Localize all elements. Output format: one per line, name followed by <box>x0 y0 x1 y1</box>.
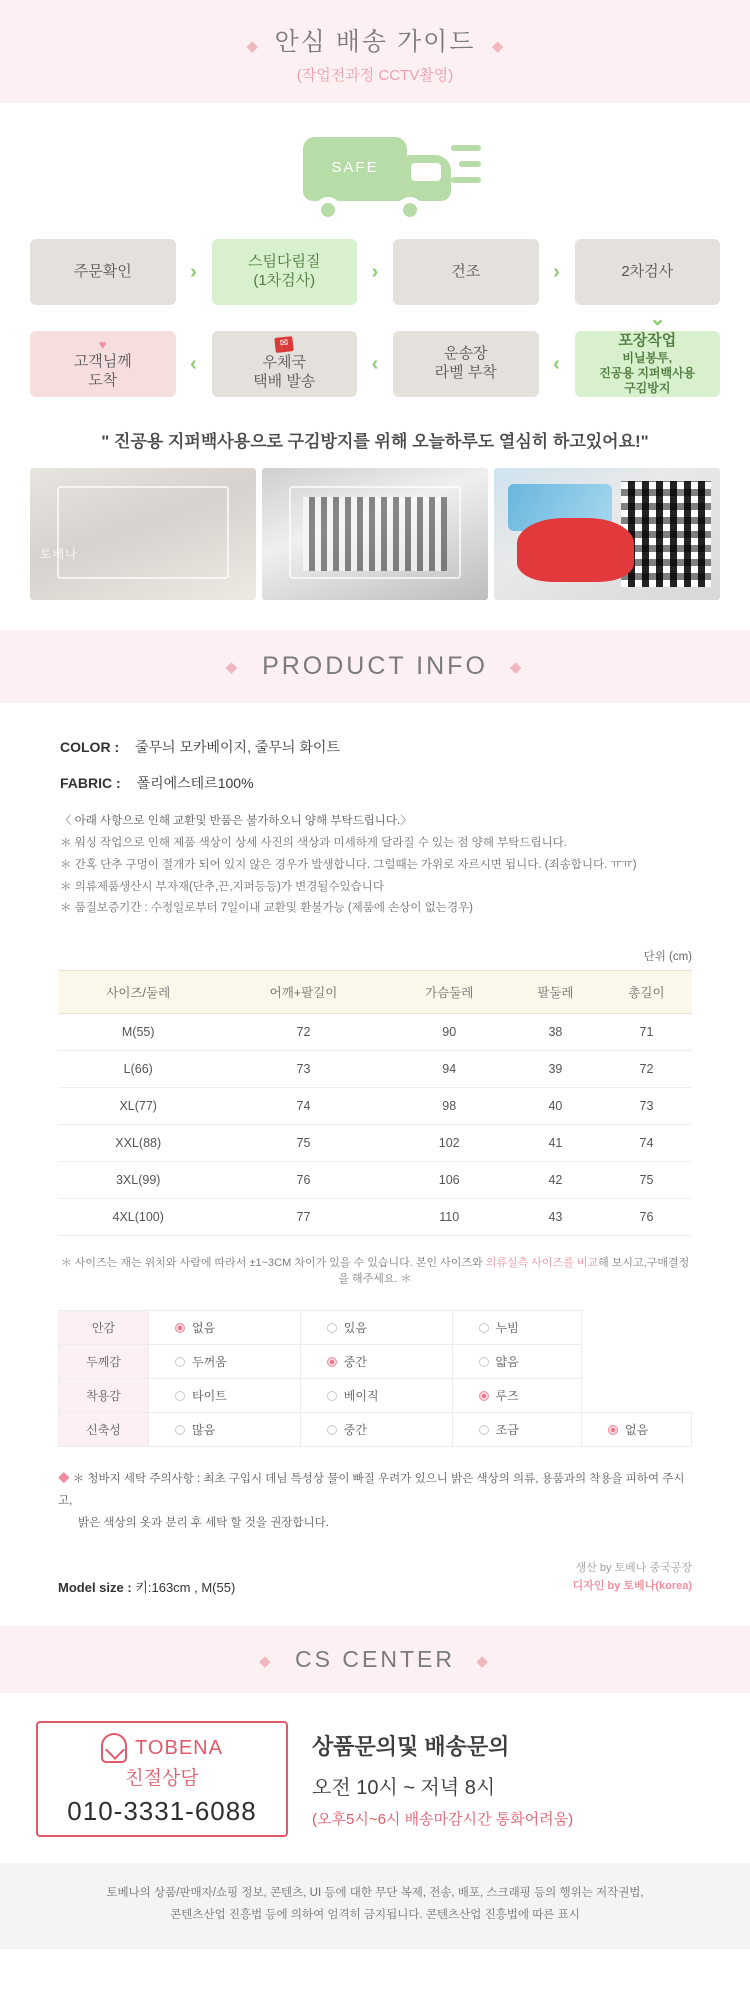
shipping-flow <box>0 239 750 403</box>
color-value: 줄무늬 모카베이지, 줄무늬 화이트 <box>135 739 340 755</box>
notice-line: ＊ 워싱 작업으로 인해 제품 색상이 상세 사진의 색상과 미세하게 달라질 수 있는 점 양해 부탁드립니다. <box>60 836 567 849</box>
choice-label: 조금 <box>495 1423 519 1438</box>
product-info-block <box>0 703 750 920</box>
cell-shoulder: 76 <box>218 1162 388 1199</box>
flow-row-2 <box>30 331 720 397</box>
size-note-post: 해 보시고,구매결정을 해주세요. ＊ <box>338 1257 690 1286</box>
table-header-row <box>58 971 692 1014</box>
cs-center-band <box>0 1626 750 1693</box>
cell-arm: 39 <box>510 1051 601 1088</box>
product-info-band <box>0 630 750 703</box>
flow-step-label-attach: 운송장 라벨 부착 <box>393 331 539 397</box>
truck-safe-label: SAFE <box>331 159 379 176</box>
arrow-right-icon: › <box>371 260 379 283</box>
diamond-icon: ◆ <box>491 37 504 55</box>
cell-shoulder: 73 <box>218 1051 388 1088</box>
footer-line-1: 토베나의 상품/판매자/쇼핑 정보, 콘텐츠, UI 등에 대한 무단 복제, 전송, 배포, 스크래핑 등의 행위는 저작권법, <box>106 1887 644 1900</box>
attribute-choice[interactable] <box>452 1311 581 1345</box>
attribute-choice[interactable] <box>149 1311 301 1345</box>
cell-size: XXL(88) <box>58 1125 218 1162</box>
attribute-choice[interactable] <box>452 1345 581 1379</box>
size-unit-label: 단위 (cm) <box>643 951 692 964</box>
speed-line-icon <box>459 161 481 167</box>
notice-line: ＊ 간혹 단추 구멍이 절개가 되어 있지 않은 경우가 발생합니다. 그럴때는 가위로 자르시면 됩니다. (죄송합니다. ㅠㅠ) <box>60 858 637 871</box>
wash-care-note <box>58 1469 692 1535</box>
attribute-row-thickness <box>59 1345 692 1379</box>
radio-icon[interactable] <box>479 1391 489 1401</box>
cs-hours: 오전 10시 ~ 저녁 8시 <box>312 1776 496 1799</box>
cell-length: 75 <box>601 1162 692 1199</box>
cell-length: 72 <box>601 1051 692 1088</box>
cell-chest: 102 <box>389 1125 510 1162</box>
cell-size: M(55) <box>58 1014 218 1051</box>
notice-line: ＊ 품질보증기간 : 수정일로부터 7일이내 교환및 환불가능 (제품에 손상이 없는경우) <box>60 902 473 915</box>
arrow-down-icon: ⌄ <box>649 307 666 330</box>
flow-step-delivered: ♥ 고객님께 도착 <box>30 331 176 397</box>
red-item-icon <box>517 518 635 581</box>
col-size: 사이즈/둘레 <box>58 971 218 1014</box>
cell-chest: 90 <box>389 1014 510 1051</box>
radio-icon[interactable] <box>175 1391 185 1401</box>
production-line: 생산 by 토베나 중국공장 <box>575 1561 692 1574</box>
radio-icon[interactable] <box>175 1323 185 1333</box>
choice-label: 있음 <box>343 1321 367 1336</box>
model-and-origin-row <box>58 1559 692 1626</box>
flow-step-second-check: 2차검사 <box>575 239 721 305</box>
flow-step-order-confirm: 주문확인 <box>30 239 176 305</box>
col-length: 총길이 <box>601 971 692 1014</box>
packaging-photo-strip <box>0 468 750 630</box>
cs-hours-note: (오후5시~6시 배송마감시간 통화어려움) <box>312 1810 574 1828</box>
table-row <box>58 1051 692 1088</box>
choice-label: 베이직 <box>343 1389 379 1404</box>
wash-line-1: ◆ ＊ 청바지 세탁 주의사항 : 최초 구입시 데님 특성상 물이 빠질 우려가 있으니 밝은 색상의 의류, 용품과의 착용을 피하여 주시고, <box>58 1473 685 1508</box>
choice-label: 중간 <box>343 1355 367 1370</box>
attribute-label: 착용감 <box>59 1379 149 1413</box>
spacer-cell <box>582 1345 692 1379</box>
notice-line: 〈 아래 사항으로 인해 교환및 반품은 불가하오니 양해 부탁드립니다.〉 <box>60 815 412 827</box>
product-notice-list <box>60 811 690 920</box>
fabric-value: 폴리에스테르100% <box>136 775 254 791</box>
attribute-choice[interactable] <box>300 1311 452 1345</box>
size-note-highlight: 의류실측 사이즈를 비교 <box>485 1257 599 1270</box>
footer-line-2: 콘텐츠산업 진흥법 등에 의하여 엄격히 금지됩니다. 콘텐츠산업 진흥법에 따른 표시 <box>170 1908 580 1921</box>
color-row <box>60 737 690 757</box>
cs-contact-card <box>36 1721 288 1837</box>
col-chest: 가슴둘레 <box>389 971 510 1014</box>
cell-size: 3XL(99) <box>58 1162 218 1199</box>
cell-length: 74 <box>601 1125 692 1162</box>
truck-illustration <box>0 103 750 239</box>
brand-name: TOBENA <box>135 1737 223 1760</box>
table-row <box>58 1014 692 1051</box>
heart-icon: ♥ <box>98 336 107 352</box>
attribute-choice[interactable] <box>300 1345 452 1379</box>
attribute-choice[interactable] <box>452 1379 581 1413</box>
radio-icon[interactable] <box>327 1357 337 1367</box>
cs-center-title: CS CENTER <box>295 1646 455 1673</box>
brand-block <box>38 1733 286 1763</box>
speed-line-icon <box>451 145 481 151</box>
attribute-choice[interactable] <box>300 1413 452 1447</box>
table-row <box>58 1088 692 1125</box>
cell-size: 4XL(100) <box>58 1199 218 1236</box>
cs-inquiry-title: 상품문의및 배송문의 <box>312 1733 510 1759</box>
choice-label: 없음 <box>625 1423 649 1438</box>
stamp-icon: ✉ <box>274 336 294 352</box>
wash-line-2: 밝은 색상의 옷과 분리 후 세탁 할 것을 권장합니다. <box>78 1516 329 1529</box>
choice-label: 누빔 <box>495 1321 519 1336</box>
attribute-choice[interactable] <box>149 1379 301 1413</box>
product-info-title: PRODUCT INFO <box>262 652 488 680</box>
truck-window-icon <box>411 163 441 181</box>
attribute-choice[interactable] <box>300 1379 452 1413</box>
shipping-guide-header <box>0 0 750 103</box>
attribute-choice[interactable] <box>452 1413 581 1447</box>
flow-step-steam-iron: 스팀다림질 (1차검사) <box>212 239 358 305</box>
flow-row-1 <box>30 239 720 305</box>
cell-shoulder: 74 <box>218 1088 388 1125</box>
attribute-row-stretch <box>59 1413 692 1447</box>
cell-shoulder: 77 <box>218 1199 388 1236</box>
notice-line: ＊ 의류제품생산시 부자재(단추,끈,지퍼등등)가 변경될수있습니다 <box>60 880 384 893</box>
bag-outline-icon <box>289 486 461 578</box>
fabric-label: FABRIC : <box>60 775 121 791</box>
arrow-left-icon: ‹ <box>371 352 379 375</box>
cell-size: L(66) <box>58 1051 218 1088</box>
radio-icon[interactable] <box>479 1323 489 1333</box>
color-label: COLOR : <box>60 739 120 755</box>
fabric-row <box>60 773 690 793</box>
cell-arm: 41 <box>510 1125 601 1162</box>
arrow-right-icon: › <box>553 260 560 283</box>
choice-label: 두꺼움 <box>192 1355 227 1370</box>
bullet-icon: ◆ <box>58 1473 70 1486</box>
truck-wheel-icon <box>397 197 423 223</box>
choice-label: 없음 <box>192 1321 216 1336</box>
diamond-icon: ◆ <box>509 659 525 677</box>
arrow-left-icon: ‹ <box>190 352 197 375</box>
attribute-choice[interactable] <box>582 1413 692 1447</box>
diamond-icon: ◆ <box>259 1653 274 1671</box>
choice-label: 얇음 <box>495 1355 519 1370</box>
choice-label: 루즈 <box>495 1389 519 1404</box>
cell-length: 76 <box>601 1199 692 1236</box>
attribute-choice[interactable] <box>149 1413 301 1447</box>
radio-icon[interactable] <box>479 1357 489 1367</box>
shipping-guide-subtitle: (작업전과정 CCTV촬영) <box>296 67 454 84</box>
cell-arm: 40 <box>510 1088 601 1125</box>
cell-arm: 38 <box>510 1014 601 1051</box>
cell-arm: 43 <box>510 1199 601 1236</box>
attribute-label: 두께감 <box>59 1345 149 1379</box>
arrow-left-icon: ‹ <box>553 352 560 375</box>
radio-icon[interactable] <box>479 1425 489 1435</box>
diamond-icon: ◆ <box>476 1653 491 1671</box>
choice-label: 중간 <box>343 1423 367 1438</box>
flow-step-packaging: 포장작업 비닐봉투, 진공용 지퍼백사용 구김방지 <box>575 331 721 397</box>
table-row <box>58 1162 692 1199</box>
size-table <box>58 970 692 1236</box>
tobena-logo-icon <box>101 1733 127 1763</box>
table-row <box>58 1125 692 1162</box>
radio-icon[interactable] <box>608 1425 618 1435</box>
cell-length: 71 <box>601 1014 692 1051</box>
model-size-value: 키:163cm , M(55) <box>135 1580 236 1596</box>
table-row <box>58 1199 692 1236</box>
checkered-item-icon <box>621 481 711 587</box>
cell-chest: 98 <box>389 1088 510 1125</box>
col-arm: 팔둘레 <box>510 971 601 1014</box>
spacer-cell <box>582 1311 692 1345</box>
brand-subtitle: 친절상담 <box>125 1768 199 1790</box>
truck-wheel-icon <box>315 197 341 223</box>
radio-icon[interactable] <box>175 1357 185 1367</box>
photo-zipper-bag <box>30 468 256 600</box>
cell-length: 73 <box>601 1088 692 1125</box>
photo-watermark: 토베나 <box>40 547 78 561</box>
size-note-pre: ＊ 사이즈는 재는 위치와 사람에 따라서 ±1~3CM 차이가 있을 수 있습니다. 본인 사이즈와 <box>60 1257 486 1270</box>
diamond-icon: ◆ <box>225 659 241 677</box>
cs-center-body <box>0 1693 750 1863</box>
speed-line-icon <box>451 177 481 183</box>
shipping-guide-title: ◆ 안심 배송 가이드 ◆ <box>0 22 750 58</box>
bag-outline-icon <box>57 486 229 578</box>
radio-icon[interactable] <box>327 1323 337 1333</box>
attribute-label: 신축성 <box>59 1413 149 1447</box>
arrow-right-icon: › <box>190 260 197 283</box>
flow-step-dry: 건조 <box>393 239 539 305</box>
attribute-table <box>58 1310 692 1447</box>
radio-icon[interactable] <box>175 1425 185 1435</box>
attribute-label: 안감 <box>59 1311 149 1345</box>
cell-arm: 42 <box>510 1162 601 1199</box>
photo-folded-clothes <box>262 468 488 600</box>
attribute-choice[interactable] <box>149 1345 301 1379</box>
model-size-label: Model size : <box>58 1580 132 1596</box>
col-shoulder-sleeve: 어깨+팔길이 <box>218 971 388 1014</box>
cell-shoulder: 72 <box>218 1014 388 1051</box>
choice-label: 타이트 <box>192 1389 227 1404</box>
cell-size: XL(77) <box>58 1088 218 1125</box>
design-line: 디자인 by 토베나(korea) <box>572 1580 692 1593</box>
phone-number[interactable]: 010-3331-6088 <box>67 1796 257 1827</box>
diamond-icon: ◆ <box>246 37 259 55</box>
photo-packed-items <box>494 468 720 600</box>
radio-icon[interactable] <box>327 1425 337 1435</box>
origin-info <box>573 1559 692 1596</box>
attribute-row-fit <box>59 1379 692 1413</box>
packaging-quote: " 진공용 지퍼백사용으로 구김방지를 위해 오늘하루도 열심히 하고있어요!" <box>101 432 649 451</box>
copyright-footer <box>0 1863 750 1949</box>
cell-chest: 106 <box>389 1162 510 1199</box>
size-note <box>58 1254 692 1286</box>
model-size <box>58 1577 235 1596</box>
flow-step-post-office-ship: ✉ 우체국 택배 발송 <box>212 331 358 397</box>
cs-hours-block <box>312 1730 714 1829</box>
radio-icon[interactable] <box>327 1391 337 1401</box>
spacer-cell <box>582 1379 692 1413</box>
cell-chest: 94 <box>389 1051 510 1088</box>
cell-chest: 110 <box>389 1199 510 1236</box>
cell-shoulder: 75 <box>218 1125 388 1162</box>
choice-label: 많음 <box>192 1423 216 1438</box>
attribute-row-lining <box>59 1311 692 1345</box>
